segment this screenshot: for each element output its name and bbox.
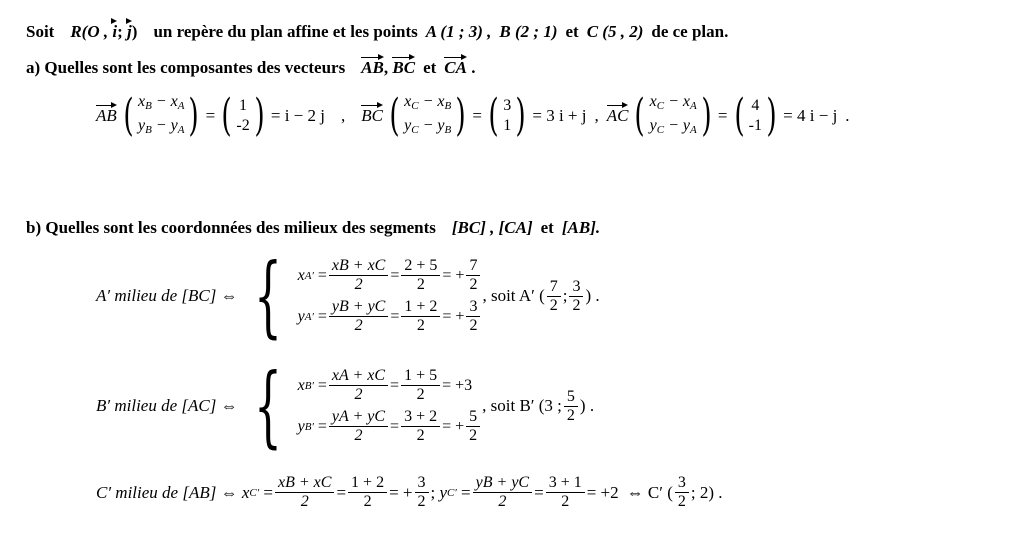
intro-point-b: B (2 ; 1) — [499, 22, 558, 41]
midpoint-a-y-eq: y A′ = $\frac{yB + yC}{2}$ = $\frac{1 + 2}{2}$ = + $\frac{3}{2}$ — [298, 298, 483, 335]
intro-et: et — [565, 22, 579, 41]
midpoint-c: C′ milieu de [AB] ⇔ x C′ = $\frac{xB + xC}{2}$ = $\frac{1 + 2}{2}$ = + $\frac{3}{2}$ ; y C′ = $\frac{yB + yC}{2}$ = $\frac{3 + 1}{2}$ = +2 ⇔ C′ ( $\frac{3}{2}$ ; 2) . — [96, 474, 723, 510]
answer-ab-formula: ( $x_B - x_A$ $y_B - y_A$ ) — [123, 90, 200, 141]
midpoint-a-x-eq: x A′ = $\frac{xB + xC}{2}$ = $\frac{2 + 5}{2}$ = + $\frac{7}{2}$ — [298, 257, 483, 294]
question-b-seg-bc: [BC] , — [451, 218, 495, 237]
intro-soit: Soit — [26, 22, 55, 41]
question-b-et: et — [540, 218, 554, 237]
answer-bc-tail: , — [594, 106, 599, 125]
question-a-et: et — [423, 58, 437, 77]
midpoint-b-x-eq: x B′ = $\frac{xA + xC}{2}$ = $\frac{1 + 5}{2}$ = +3 — [297, 367, 473, 403]
question-a-vec-ab: AB — [361, 58, 384, 77]
answer-bc-result: = 3 i + j — [532, 106, 587, 125]
question-a-vec-ca: CA — [444, 58, 467, 77]
question-a — [26, 58, 475, 78]
question-b — [26, 218, 600, 238]
midpoint-a: A′ milieu de [BC] ⇔ { x A′ = $\frac{xB + xC}{2}$ = $\frac{2 + 5}{2}$ = + $\frac{7}{2}$ y A′ = $\frac{yB + yC}{2}$ = $\frac{1 + 2}{2}$ = + $\frac{3}{2}$ , soit A′ ( $\frac{7}{2}$ ; $\frac{3}{2}$ ) . — [96, 244, 600, 347]
question-b-seg-ca: [CA] — [498, 218, 533, 237]
intro-vec-i: i — [112, 22, 118, 41]
midpoint-b-soit: , soit B′ (3 ; — [482, 396, 562, 415]
answer-ac-formula: ( $x_C - x_A$ $y_C - y_A$ ) — [634, 90, 712, 141]
answer-bc-formula: ( $x_C - x_B$ $y_C - y_B$ ) — [389, 90, 466, 141]
answer-ab-values: ( 1 -2 ) — [221, 90, 265, 141]
question-a-vec-bc: BC — [392, 58, 416, 77]
answer-ab-result: = i − 2 j — [270, 106, 325, 125]
question-b-label: b) Quelles sont les coordonnées des milieux des segments — [26, 218, 436, 237]
question-b-seg-ab: [AB]. — [561, 218, 601, 237]
answer-ab-tail: , — [341, 106, 346, 125]
intro-close: ) — [131, 22, 138, 41]
question-a-label: a) Quelles sont les composantes des vecteurs — [26, 58, 346, 77]
answer-ac-vec: AC — [606, 106, 629, 125]
intro-tail: de ce plan. — [651, 22, 729, 41]
midpoint-b-y-eq: y B′ = $\frac{yA + yC}{2}$ = $\frac{3 + 2}{2}$ = + $\frac{5}{2}$ — [298, 408, 483, 445]
midpoint-a-lhs: A′ milieu de [BC] ⇔ — [96, 286, 238, 305]
midpoint-c-end: ; 2) . — [690, 482, 723, 502]
midpoint-c-lhs: C′ milieu de [AB] ⇔ — [96, 482, 238, 502]
answer-ab-vec: AB — [96, 106, 117, 125]
intro-repere: R(O , — [70, 22, 109, 41]
question-a-sep: , — [383, 58, 389, 77]
intro-point-a: A (1 ; 3) , — [425, 22, 492, 41]
intro-semi: ; — [117, 22, 123, 41]
intro-line — [26, 22, 728, 42]
answer-bc-values: ( 3 1 ) — [488, 90, 526, 141]
answer-ac-tail: . — [845, 106, 850, 125]
midpoint-a-soit: , soit A′ ( — [482, 286, 545, 305]
answers-a-row: AB ( $x_B - x_A$ $y_B - y_A$ ) = ( 1 -2 ) = i − 2 j , BC ( $x_C - x_B$ $y_C - y_B$ ) = ( 3 1 ) = 3 i + j , AC ( $x_C - x_A$ $y_C - y_A$ ) = ( 4 -1 ) = 4 i − j . — [96, 90, 850, 141]
midpoint-a-end: ) . — [585, 286, 600, 305]
midpoint-b-end: ) . — [579, 396, 595, 415]
answer-ac-result: = 4 i − j — [783, 106, 838, 125]
answer-bc-vec: BC — [361, 106, 383, 125]
midpoint-b-lhs: B′ milieu de [AC] ⇔ — [96, 396, 238, 415]
midpoint-b: B′ milieu de [AC] ⇔ { x B′ = $\frac{xA + xC}{2}$ = $\frac{1 + 5}{2}$ = +3 y B′ = $\frac{yA + yC}{2}$ = $\frac{3 + 2}{2}$ = + $\frac{5}{2}$ , soit B′ (3 ; $\frac{5}{2}$ ) . — [96, 354, 595, 457]
intro-vec-j: j — [127, 22, 132, 41]
intro-text: un repère du plan affine et les points — [153, 22, 418, 41]
question-a-dot: . — [471, 58, 476, 77]
midpoint-c-arrow: ⇔ C′ ( — [626, 482, 673, 502]
intro-point-c: C (5 , 2) — [586, 22, 644, 41]
answer-ac-values: ( 4 -1 ) — [733, 90, 777, 141]
